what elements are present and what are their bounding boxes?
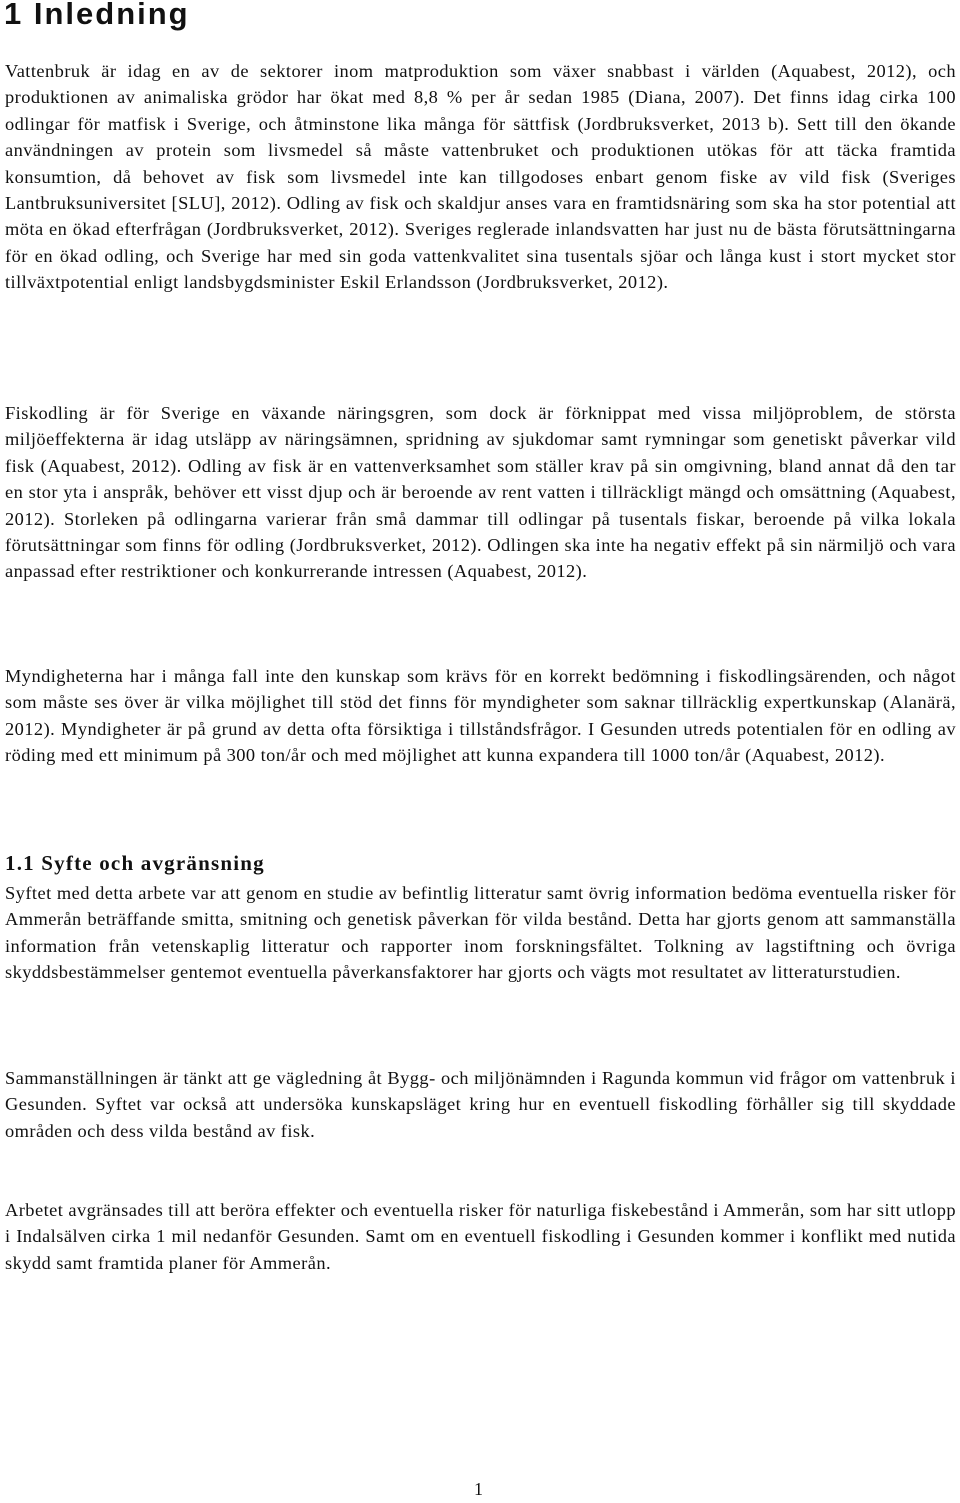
chapter-heading: 1 Inledning: [4, 0, 190, 31]
intro-paragraph-1: Vattenbruk är idag en av de sektorer inom matproduktion som växer snabbast i världen (Aquabest, 2012), och produktionen av animaliska grödor har ökat med 8,8 % per år sedan 1985 (Diana, 2007). Det finns idag cirka 100 odlingar för matfisk i Sverige, och åtminstone lika många för sättfisk (Jordbruksverket, 2013 b). Sett till den ökande användningen av protein som livsmedel så måste vattenbruket och produktionen utökas för att täcka framtida konsumtion, då behovet av fisk som livsmedel inte kan tillgodoses enbart genom fiske av vild fisk (Sveriges Lantbruksuniversitet [SLU], 2012). Odling av fisk och skaldjur anses vara en framtidsnäring som ska ha stor potential att möta en ökad efterfrågan (Jordbruksverket, 2012). Sveriges reglerade inlandsvatten har just nu de bästa förutsättningarna för en ökad odling, och Sverige har med sin goda vattenkvalitet sina tusentals sjöar och långa kust i stort mycket stor tillväxtpotential enligt landsbygdsminister Eskil Erlandsson (Jordbruksverket, 2012).: [5, 61, 956, 293]
intro-paragraph-3: Myndigheterna har i många fall inte den kunskap som krävs för en korrekt bedömning i fiskodlingsärenden, och något som måste ses över är vilka möjlighet till stöd det finns för myndigheter som saknar tillräcklig expertkunskap (Alanärä, 2012). Myndigheter är på grund av detta ofta försiktiga i tillståndsfrågor. I Gesunden utreds potentialen för en odling av röding med ett minimum på 300 ton/år och med möjlighet att kunna expandera till 1000 ton/år (Aquabest, 2012).: [5, 666, 956, 766]
purpose-paragraph-2: Sammanställningen är tänkt att ge vägledning åt Bygg- och miljönämnden i Ragunda kommun vid frågor om vattenbruk i Gesunden. Syftet var också att undersöka kunskapsläget kring hur en eventuell fiskodling förhåller sig till skyddade områden och dess vilda bestånd av fisk.: [5, 1068, 956, 1141]
purpose-paragraph-1: Syftet med detta arbete var att genom en studie av befintlig litteratur samt övrig information bedöma eventuella risker för Ammerån beträffande smitta, smitning och genetisk påverkan för vilda bestånd. Detta har gjorts genom att sammanställa information från vetenskaplig litteratur och rapporter inom forskningsfältet. Tolkning av lagstiftning och övriga skyddsbestämmelser gentemot eventuella påverkansfaktorer har gjorts och vägts mot resultatet av litteraturstudien.: [5, 883, 956, 983]
section-heading: 1.1 Syfte och avgränsning: [5, 851, 265, 875]
intro-paragraph-2: Fiskodling är för Sverige en växande näringsgren, som dock är förknippat med vissa miljöproblem, de största miljöeffekterna är idag utsläpp av näringsämnen, spridning av sjukdomar samt rymningar som genetiskt påverkar vild fisk (Aquabest, 2012). Odling av fisk är en vattenverksamhet som ställer krav på sin omgivning, bland annat då den tar en stor yta i anspråk, behöver ett visst djup och är beroende av rent vatten i tillräckligt mängd och omsättning (Aquabest, 2012). Storleken på odlingarna varierar från små dammar till odlingar på tusentals fiskar, beroende på vilka lokala förutsättningar som finns för odling (Jordbruksverket, 2012). Odlingen ska inte ha negativ effekt på sin närmiljö och vara anpassad efter restriktioner och konkurrerande intressen (Aquabest, 2012).: [5, 403, 956, 582]
page-number: 1: [474, 1479, 483, 1499]
purpose-paragraph-3: Arbetet avgränsades till att beröra effekter och eventuella risker för naturliga fiskebestånd i Ammerån, som har sitt utlopp i Indalsälven cirka 1 mil nedanför Gesunden. Samt om en eventuell fiskodling i Gesunden kommer i konflikt med nutida skydd samt framtida planer för Ammerån.: [5, 1200, 956, 1273]
